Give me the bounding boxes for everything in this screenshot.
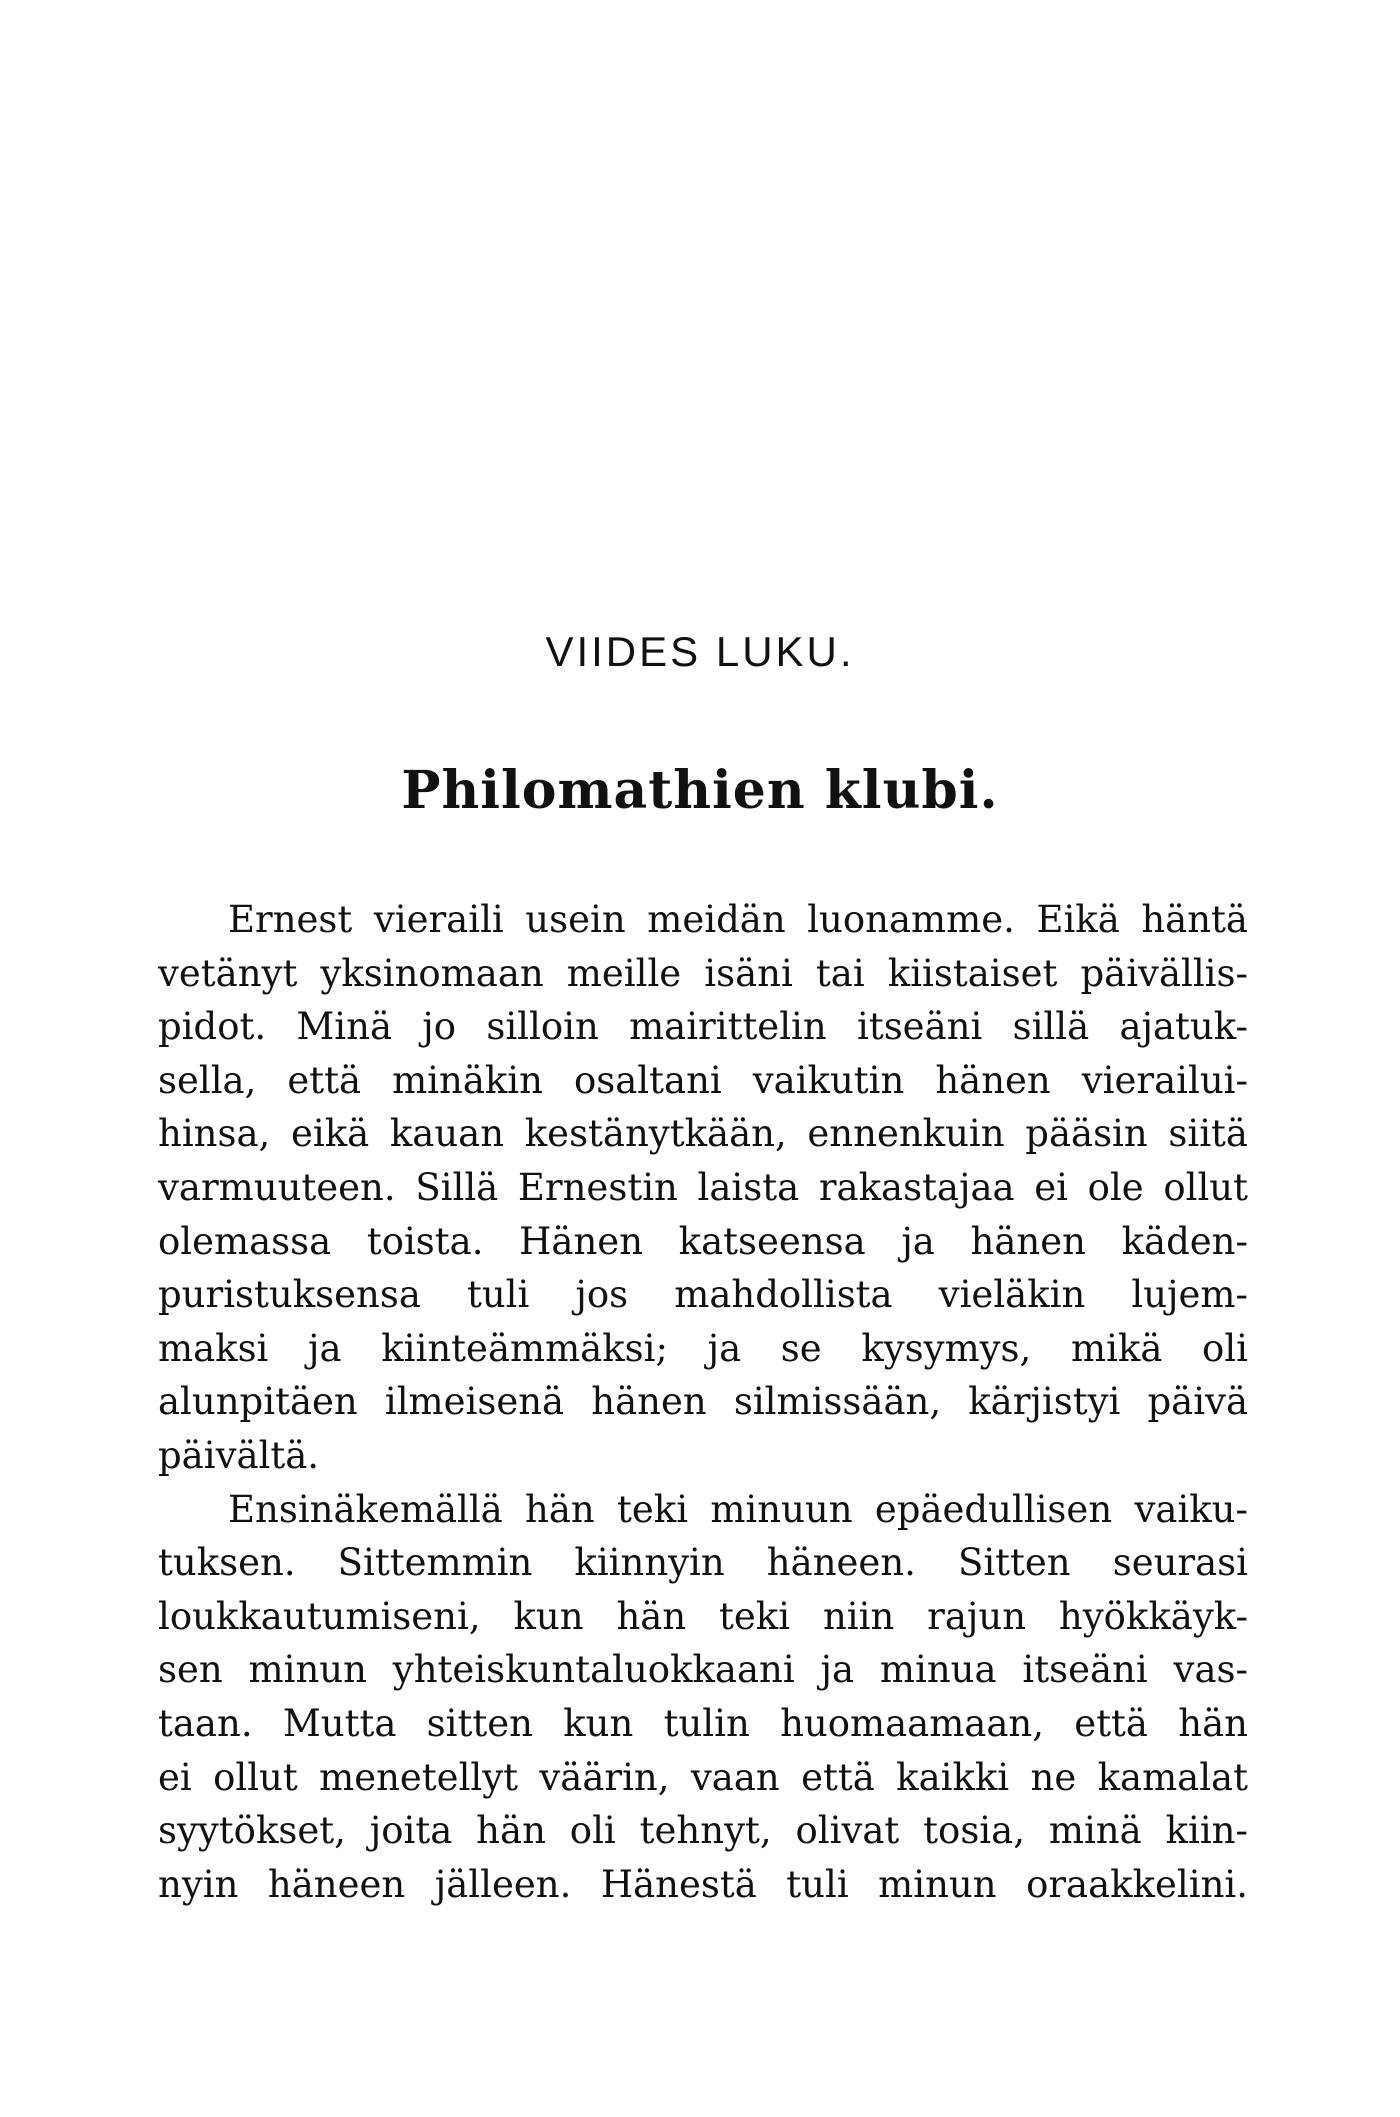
paragraph: [158, 1483, 1248, 1912]
text-line: varmuuteen. Sillä Ernestin laista rakastajaa ei ole ollut: [158, 1165, 1248, 1209]
text-line: taan. Mutta sitten kun tulin huomaamaan, että hän: [158, 1701, 1248, 1745]
text-line: Ernest vieraili usein meidän luonamme. Eikä häntä: [228, 898, 1248, 941]
paragraph: [158, 893, 1248, 1483]
text-line: sella, että minäkin osaltani vaikutin hänen vierailui-: [158, 1058, 1248, 1102]
text-line: maksi ja kiinteämmäksi; ja se kysymys, mikä oli: [158, 1326, 1248, 1370]
text-line: sen minun yhteiskuntaluokkaani ja minua itseäni vas-: [158, 1648, 1248, 1692]
text-line: ei ollut menetellyt väärin, vaan että kaikki ne kamalat: [158, 1755, 1248, 1799]
text-line: nyin häneen jälleen. Hänestä tuli minun oraakkelini.: [158, 1862, 1248, 1906]
text-line: olemassa toista. Hänen katseensa ja hänen käden-: [158, 1219, 1248, 1263]
text-line: alunpitäen ilmeisenä hänen silmissään, kärjistyi päivä: [158, 1380, 1248, 1424]
text-line: päivältä.: [158, 1433, 320, 1477]
text-line: puristuksensa tuli jos mahdollista vieläkin lujem-: [158, 1273, 1248, 1317]
text-line: pidot. Minä jo silloin mairittelin itseäni sillä ajatuk-: [158, 1005, 1248, 1049]
text-line: hinsa, eikä kauan kestänytkään, ennenkuin pääsin siitä: [158, 1112, 1248, 1156]
text-line: loukkautumiseni, kun hän teki niin rajun hyökkäyk-: [158, 1594, 1248, 1638]
text-line: tuksen. Sittemmin kiinnyin häneen. Sitten seurasi: [158, 1541, 1248, 1585]
text-line: Ensinäkemällä hän teki minuun epäedullisen vaiku-: [228, 1487, 1248, 1531]
chapter-title: Philomathien klubi.: [401, 760, 999, 821]
text-line: syytökset, joita hän oli tehnyt, olivat tosia, minä kiin-: [158, 1809, 1248, 1853]
body-text: [158, 893, 1248, 1911]
text-line: vetänyt yksinomaan meille isäni tai kiistaiset päivällis-: [158, 951, 1248, 995]
chapter-number: VIIDES LUKU.: [545, 628, 855, 675]
